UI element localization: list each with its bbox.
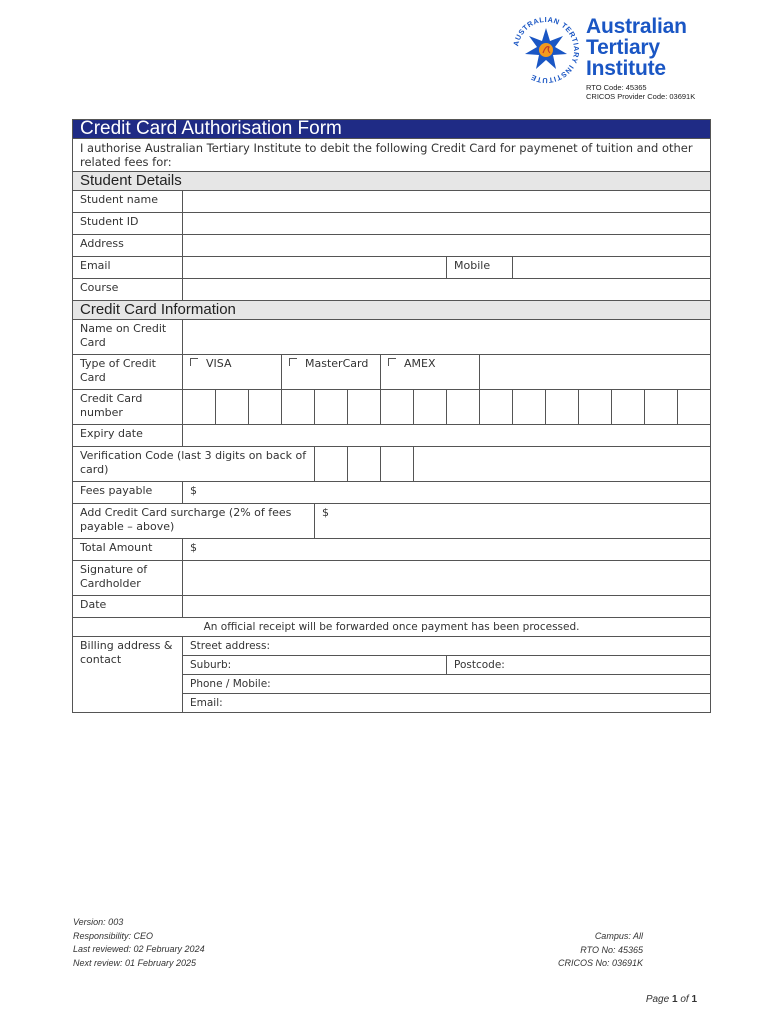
card-digit-box[interactable]: [513, 390, 546, 425]
logo-name-line1: Australian: [586, 15, 687, 38]
logo-cricos-code: CRICOS Provider Code: 03691K: [586, 92, 696, 101]
verification-blank: [414, 447, 711, 482]
footer-campus: Campus: All: [594, 931, 643, 941]
card-number-label: Credit Card number: [73, 390, 183, 425]
fees-payable-label: Fees payable: [73, 482, 183, 504]
logo-ring-text: AUSTRALIAN TERTIARY INSTITUTE: [511, 14, 582, 86]
student-id-field[interactable]: [183, 213, 711, 235]
card-digit-box[interactable]: [546, 390, 579, 425]
footer-registration-info: [558, 930, 643, 971]
street-address-label: Street address:: [190, 640, 271, 652]
card-digit-box[interactable]: [645, 390, 678, 425]
postcode-label: Postcode:: [454, 659, 505, 671]
page-total: 1: [691, 994, 697, 1005]
card-digit-box[interactable]: [447, 390, 480, 425]
footer-responsibility: Responsibility: CEO: [73, 930, 154, 941]
email-label: Email: [73, 257, 183, 279]
authorisation-statement: I authorise Australian Tertiary Institute to debit the following Credit Card for paymenet of tuition and other related fees for:: [73, 139, 711, 172]
footer-cricos-no: CRICOS No: 03691K: [557, 958, 643, 968]
page-of: of: [680, 994, 689, 1005]
page-current: 1: [671, 994, 678, 1005]
total-amount-label: Total Amount: [73, 539, 183, 561]
billing-email-label: Email:: [190, 697, 223, 709]
footer-rto-no: RTO No: 45365: [580, 944, 643, 955]
footer-version: Version: 003: [73, 917, 124, 927]
visa-label: VISA: [206, 357, 232, 370]
surcharge-dollar-sign: $: [322, 506, 329, 519]
mastercard-label: MasterCard: [305, 357, 369, 370]
logo-name-line2: Tertiary: [586, 36, 660, 59]
address-label: Address: [73, 235, 183, 257]
card-digit-box[interactable]: [249, 390, 282, 425]
card-digit-box[interactable]: [183, 390, 216, 425]
signature-label: Signature of Cardholder: [73, 561, 183, 596]
card-digit-box[interactable]: [381, 390, 414, 425]
card-digit-box[interactable]: [612, 390, 645, 425]
phone-label: Phone / Mobile:: [190, 678, 271, 690]
course-label: Course: [73, 279, 183, 301]
name-on-card-field[interactable]: [183, 320, 711, 355]
card-type-blank: [480, 355, 711, 390]
total-dollar-sign: $: [190, 541, 197, 554]
institute-logo: [510, 14, 710, 100]
page-number: [646, 994, 697, 1005]
footer-last-reviewed: Last reviewed: 02 February 2024: [73, 944, 205, 954]
mastercard-option[interactable]: [282, 355, 381, 390]
card-digit-box[interactable]: [216, 390, 249, 425]
cvv-digit-box[interactable]: [348, 447, 381, 482]
mobile-field[interactable]: [513, 257, 711, 279]
amex-option[interactable]: [381, 355, 480, 390]
amex-label: AMEX: [404, 357, 436, 370]
street-address-field[interactable]: [183, 637, 711, 656]
date-field[interactable]: [183, 596, 711, 618]
name-on-card-label: Name on Credit Card: [73, 320, 183, 355]
logo-name-line3: Institute: [586, 57, 666, 80]
email-field[interactable]: [183, 257, 447, 279]
postcode-field[interactable]: [447, 656, 711, 675]
billing-email-field[interactable]: [183, 694, 711, 713]
receipt-note: An official receipt will be forwarded once payment has been processed.: [73, 618, 711, 637]
verification-label: Verification Code (last 3 digits on back of card): [73, 447, 315, 482]
surcharge-label: Add Credit Card surcharge (2% of fees payable – above): [73, 504, 315, 539]
card-type-label: Type of Credit Card: [73, 355, 183, 390]
surcharge-field[interactable]: [315, 504, 711, 539]
address-field[interactable]: [183, 235, 711, 257]
card-digit-box[interactable]: [678, 390, 711, 425]
visa-option[interactable]: [183, 355, 282, 390]
footer-document-info: [73, 916, 205, 970]
card-digit-box[interactable]: [414, 390, 447, 425]
credit-card-form: [72, 119, 711, 713]
cvv-digit-box[interactable]: [381, 447, 414, 482]
fees-payable-field[interactable]: [183, 482, 711, 504]
date-label: Date: [73, 596, 183, 618]
suburb-label: Suburb:: [190, 659, 232, 671]
cvv-digit-box[interactable]: [315, 447, 348, 482]
amex-checkbox[interactable]: [388, 358, 396, 366]
card-digit-box[interactable]: [282, 390, 315, 425]
student-name-field[interactable]: [183, 191, 711, 213]
card-digit-box[interactable]: [480, 390, 513, 425]
expiry-field[interactable]: [183, 425, 711, 447]
student-name-label: Student name: [73, 191, 183, 213]
credit-card-info-heading: Credit Card Information: [73, 301, 711, 320]
billing-label: Billing address & contact: [73, 637, 183, 713]
card-digit-box[interactable]: [315, 390, 348, 425]
mastercard-checkbox[interactable]: [289, 358, 297, 366]
student-id-label: Student ID: [73, 213, 183, 235]
institute-emblem-icon: [510, 14, 582, 86]
suburb-field[interactable]: [183, 656, 447, 675]
card-digit-box[interactable]: [348, 390, 381, 425]
signature-field[interactable]: [183, 561, 711, 596]
footer-next-review: Next review: 01 February 2025: [73, 957, 197, 968]
mobile-label: Mobile: [447, 257, 513, 279]
page-label: Page: [645, 994, 670, 1005]
student-details-heading: Student Details: [73, 172, 711, 191]
visa-checkbox[interactable]: [190, 358, 198, 366]
course-field[interactable]: [183, 279, 711, 301]
logo-rto-code: RTO Code: 45365: [586, 83, 647, 92]
total-amount-field[interactable]: [183, 539, 711, 561]
fees-dollar-sign: $: [190, 484, 197, 497]
form-title: Credit Card Authorisation Form: [73, 120, 711, 139]
expiry-label: Expiry date: [73, 425, 183, 447]
phone-field[interactable]: [183, 675, 711, 694]
card-digit-box[interactable]: [579, 390, 612, 425]
